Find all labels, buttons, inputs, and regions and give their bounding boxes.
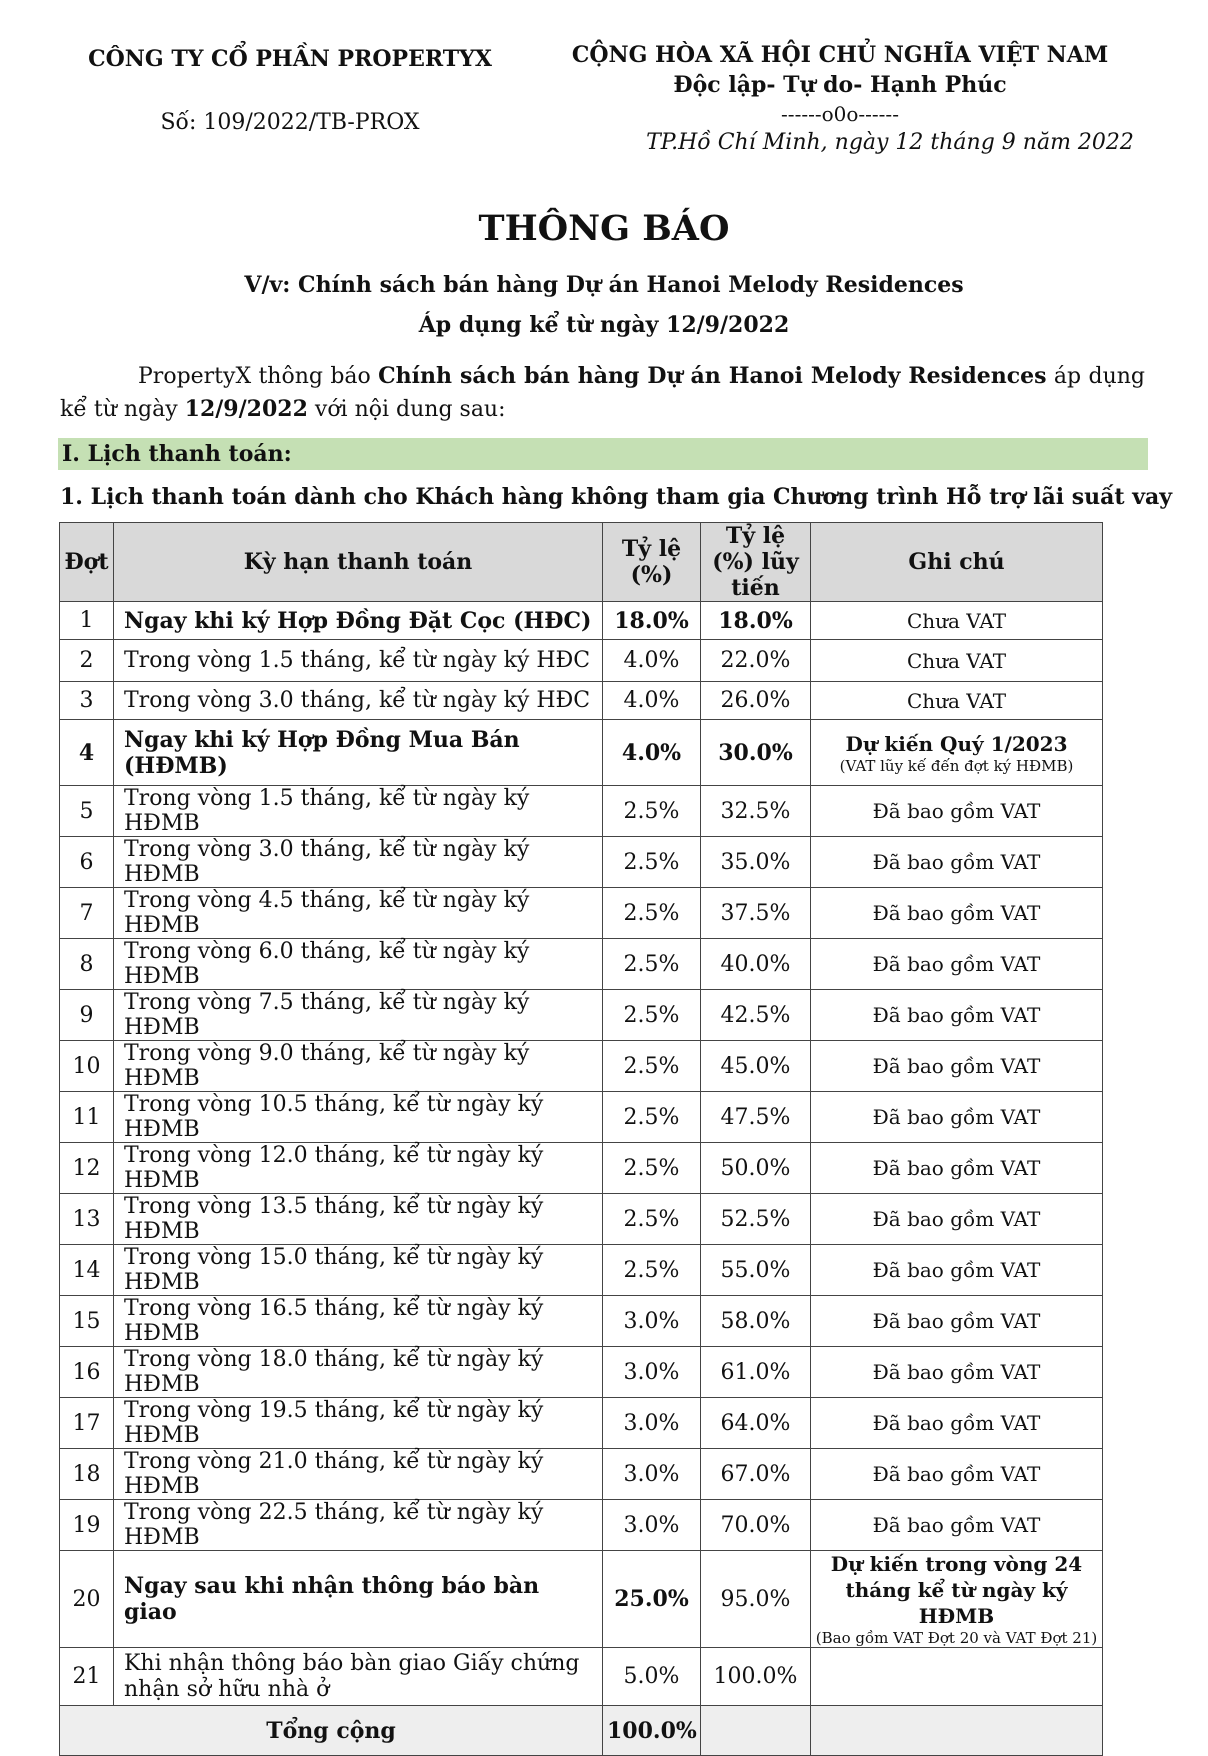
header-rate: Tỷ lệ (%) [603,523,701,602]
row-rate: 2.5% [603,786,701,837]
table-row [60,720,1103,786]
row-note-text: Đã bao gồm VAT [872,1411,1041,1435]
row-rate: 3.0% [603,1449,701,1500]
row-cumulative: 35.0% [701,837,811,888]
subtitle-date: Áp dụng kể từ ngày 12/9/2022 [418,312,790,338]
row-term: Khi nhận thông báo bàn giao Giấy chứng nhận sở hữu nhà ở [114,1648,603,1706]
table-row [60,888,1103,939]
row-dot: 17 [60,1398,114,1449]
row-note [811,602,1103,640]
row-note-text: Dự kiến trong vòng 24 tháng kể từ ngày ký HĐMB [830,1552,1083,1628]
row-note [811,786,1103,837]
row-cumulative: 40.0% [701,939,811,990]
row-dot: 9 [60,990,114,1041]
row-rate: 4.0% [603,682,701,720]
row-note [811,682,1103,720]
divider: ------o0o------ [781,102,899,126]
row-term: Trong vòng 1.5 tháng, kể từ ngày ký HĐC [114,640,603,682]
row-cumulative: 30.0% [701,720,811,786]
row-dot: 19 [60,1500,114,1551]
row-term: Trong vòng 6.0 tháng, kể từ ngày ký HĐMB [114,939,603,990]
row-note-detail: (Bao gồm VAT Đợt 20 và VAT Đợt 21) [815,1629,1098,1647]
table-row [60,1092,1103,1143]
row-dot: 21 [60,1648,114,1706]
row-rate: 5.0% [603,1648,701,1706]
row-rate: 2.5% [603,1041,701,1092]
row-cumulative: 37.5% [701,888,811,939]
row-rate: 3.0% [603,1347,701,1398]
row-note-text: Đã bao gồm VAT [872,1054,1041,1078]
row-rate: 3.0% [603,1296,701,1347]
row-note-text: Đã bao gồm VAT [872,901,1041,925]
row-dot: 20 [60,1551,114,1648]
row-note [811,1245,1103,1296]
document-number: Số: 109/2022/TB-PROX [160,110,420,135]
row-cumulative: 45.0% [701,1041,811,1092]
table-row [60,939,1103,990]
row-dot: 12 [60,1143,114,1194]
table-row [60,602,1103,640]
row-term: Trong vòng 7.5 tháng, kể từ ngày ký HĐMB [114,990,603,1041]
row-note-text: Đã bao gồm VAT [872,1360,1041,1384]
row-note [811,1551,1103,1648]
row-term: Trong vòng 18.0 tháng, kể từ ngày ký HĐMB [114,1347,603,1398]
total-cum-empty [701,1706,811,1756]
table-row [60,1449,1103,1500]
payment-schedule-table [59,522,1103,1756]
row-note-text: Đã bao gồm VAT [872,1513,1041,1537]
subtitle-project: V/v: Chính sách bán hàng Dự án Hanoi Melody Residences [244,272,964,298]
row-cumulative: 32.5% [701,786,811,837]
row-note-detail: (VAT lũy kế đến đợt ký HĐMB) [839,756,1074,775]
row-dot: 8 [60,939,114,990]
row-dot: 4 [60,720,114,786]
row-cumulative: 67.0% [701,1449,811,1500]
row-cumulative: 22.0% [701,640,811,682]
table-row [60,1347,1103,1398]
row-term: Trong vòng 1.5 tháng, kể từ ngày ký HĐMB [114,786,603,837]
intro-bold-date: 12/9/2022 [184,396,308,422]
row-note-text: Đã bao gồm VAT [872,799,1041,823]
row-term: Trong vòng 21.0 tháng, kể từ ngày ký HĐMB [114,1449,603,1500]
table-body [60,602,1103,1706]
row-cumulative: 95.0% [701,1551,811,1648]
row-note [811,990,1103,1041]
section-heading-payment: I. Lịch thanh toán: [58,438,1148,470]
row-note [811,1296,1103,1347]
table-row [60,1648,1103,1706]
row-note [811,1194,1103,1245]
row-dot: 18 [60,1449,114,1500]
row-dot: 13 [60,1194,114,1245]
table-row [60,1551,1103,1648]
row-rate: 2.5% [603,837,701,888]
row-cumulative: 100.0% [701,1648,811,1706]
row-dot: 2 [60,640,114,682]
row-term: Ngay sau khi nhận thông báo bàn giao [114,1551,603,1648]
row-note-text: Chưa VAT [906,608,1007,633]
row-rate: 2.5% [603,1194,701,1245]
row-note [811,1500,1103,1551]
row-term: Trong vòng 12.0 tháng, kể từ ngày ký HĐMB [114,1143,603,1194]
row-dot: 7 [60,888,114,939]
row-dot: 14 [60,1245,114,1296]
table-row [60,682,1103,720]
intro-text-1: PropertyX thông báo [138,364,379,389]
row-rate: 25.0% [603,1551,701,1648]
row-dot: 16 [60,1347,114,1398]
row-note [811,1347,1103,1398]
row-rate: 3.0% [603,1500,701,1551]
row-rate: 2.5% [603,990,701,1041]
row-rate: 4.0% [603,640,701,682]
row-term: Trong vòng 13.5 tháng, kể từ ngày ký HĐMB [114,1194,603,1245]
row-note-text: Đã bao gồm VAT [872,1309,1041,1333]
row-note-text: Đã bao gồm VAT [872,850,1041,874]
row-note-text: Đã bao gồm VAT [872,1207,1041,1231]
row-dot: 15 [60,1296,114,1347]
motto: Độc lập- Tự do- Hạnh Phúc [673,72,1007,98]
place-date: TP.Hồ Chí Minh, ngày 12 tháng 9 năm 2022 [646,130,1134,155]
row-note-text: Dự kiến Quý 1/2023 [845,731,1068,756]
row-note [811,939,1103,990]
row-rate: 2.5% [603,1143,701,1194]
row-note [811,1398,1103,1449]
row-note [811,1648,1103,1706]
page-title: THÔNG BÁO [478,208,730,249]
row-rate: 18.0% [603,602,701,640]
row-rate: 2.5% [603,888,701,939]
header-dot: Đợt [60,523,114,602]
table-total-row [60,1706,1103,1756]
row-dot: 3 [60,682,114,720]
header-cumulative: Tỷ lệ (%) lũy tiến [701,523,811,602]
row-cumulative: 55.0% [701,1245,811,1296]
row-term: Trong vòng 15.0 tháng, kể từ ngày ký HĐMB [114,1245,603,1296]
row-note-text: Đã bao gồm VAT [872,1156,1041,1180]
table-row [60,1245,1103,1296]
row-cumulative: 42.5% [701,990,811,1041]
row-note [811,1092,1103,1143]
row-term: Trong vòng 10.5 tháng, kể từ ngày ký HĐMB [114,1092,603,1143]
row-note [811,1449,1103,1500]
row-rate: 4.0% [603,720,701,786]
table-row [60,837,1103,888]
row-note [811,1041,1103,1092]
row-cumulative: 47.5% [701,1092,811,1143]
row-note [811,720,1103,786]
intro-text-2: áp dụng kể từ ngày [60,364,1145,422]
subsection-heading: 1. Lịch thanh toán dành cho Khách hàng không tham gia Chương trình Hỗ trợ lãi suất vay [60,484,1173,510]
row-dot: 5 [60,786,114,837]
intro-text-3: với nội dung sau: [307,397,506,422]
total-label: Tổng cộng [60,1706,603,1756]
table-header-row [60,523,1103,602]
row-note [811,888,1103,939]
intro-bold-policy: Chính sách bán hàng Dự án Hanoi Melody Residences [378,363,1047,389]
row-note-text: Đã bao gồm VAT [872,1258,1041,1282]
row-note-text: Đã bao gồm VAT [872,1462,1041,1486]
table-row [60,640,1103,682]
table-row [60,1194,1103,1245]
row-term: Ngay khi ký Hợp Đồng Đặt Cọc (HĐC) [114,602,603,640]
row-dot: 10 [60,1041,114,1092]
table-row [60,1500,1103,1551]
row-cumulative: 64.0% [701,1398,811,1449]
row-note [811,1143,1103,1194]
row-note-text: Đã bao gồm VAT [872,1003,1041,1027]
header-note: Ghi chú [811,523,1103,602]
row-cumulative: 61.0% [701,1347,811,1398]
row-term: Trong vòng 3.0 tháng, kể từ ngày ký HĐMB [114,837,603,888]
row-cumulative: 70.0% [701,1500,811,1551]
table-row [60,1143,1103,1194]
table-row [60,1296,1103,1347]
row-cumulative: 26.0% [701,682,811,720]
intro-paragraph [60,360,1145,426]
row-note [811,640,1103,682]
total-value: 100.0% [603,1706,701,1756]
row-term: Ngay khi ký Hợp Đồng Mua Bán (HĐMB) [114,720,603,786]
row-note [811,837,1103,888]
row-rate: 2.5% [603,1245,701,1296]
table-row [60,786,1103,837]
row-term: Trong vòng 16.5 tháng, kể từ ngày ký HĐMB [114,1296,603,1347]
row-term: Trong vòng 22.5 tháng, kể từ ngày ký HĐMB [114,1500,603,1551]
company-name: CÔNG TY CỔ PHẦN PROPERTYX [88,46,492,72]
row-cumulative: 58.0% [701,1296,811,1347]
nation-title: CỘNG HÒA XÃ HỘI CHỦ NGHĨA VIỆT NAM [571,42,1109,68]
row-cumulative: 18.0% [701,602,811,640]
row-term: Trong vòng 19.5 tháng, kể từ ngày ký HĐMB [114,1398,603,1449]
row-note-text: Đã bao gồm VAT [872,1105,1041,1129]
row-dot: 1 [60,602,114,640]
row-rate: 2.5% [603,1092,701,1143]
row-note-text: Chưa VAT [906,688,1007,713]
row-dot: 11 [60,1092,114,1143]
row-note-text: Đã bao gồm VAT [872,952,1041,976]
table-row [60,990,1103,1041]
row-note-text: Chưa VAT [906,648,1007,673]
row-cumulative: 52.5% [701,1194,811,1245]
row-cumulative: 50.0% [701,1143,811,1194]
row-dot: 6 [60,837,114,888]
row-term: Trong vòng 3.0 tháng, kể từ ngày ký HĐC [114,682,603,720]
row-rate: 3.0% [603,1398,701,1449]
table-row [60,1041,1103,1092]
table-row [60,1398,1103,1449]
header-term: Kỳ hạn thanh toán [114,523,603,602]
row-term: Trong vòng 4.5 tháng, kể từ ngày ký HĐMB [114,888,603,939]
row-rate: 2.5% [603,939,701,990]
total-note-empty [811,1706,1103,1756]
row-term: Trong vòng 9.0 tháng, kể từ ngày ký HĐMB [114,1041,603,1092]
